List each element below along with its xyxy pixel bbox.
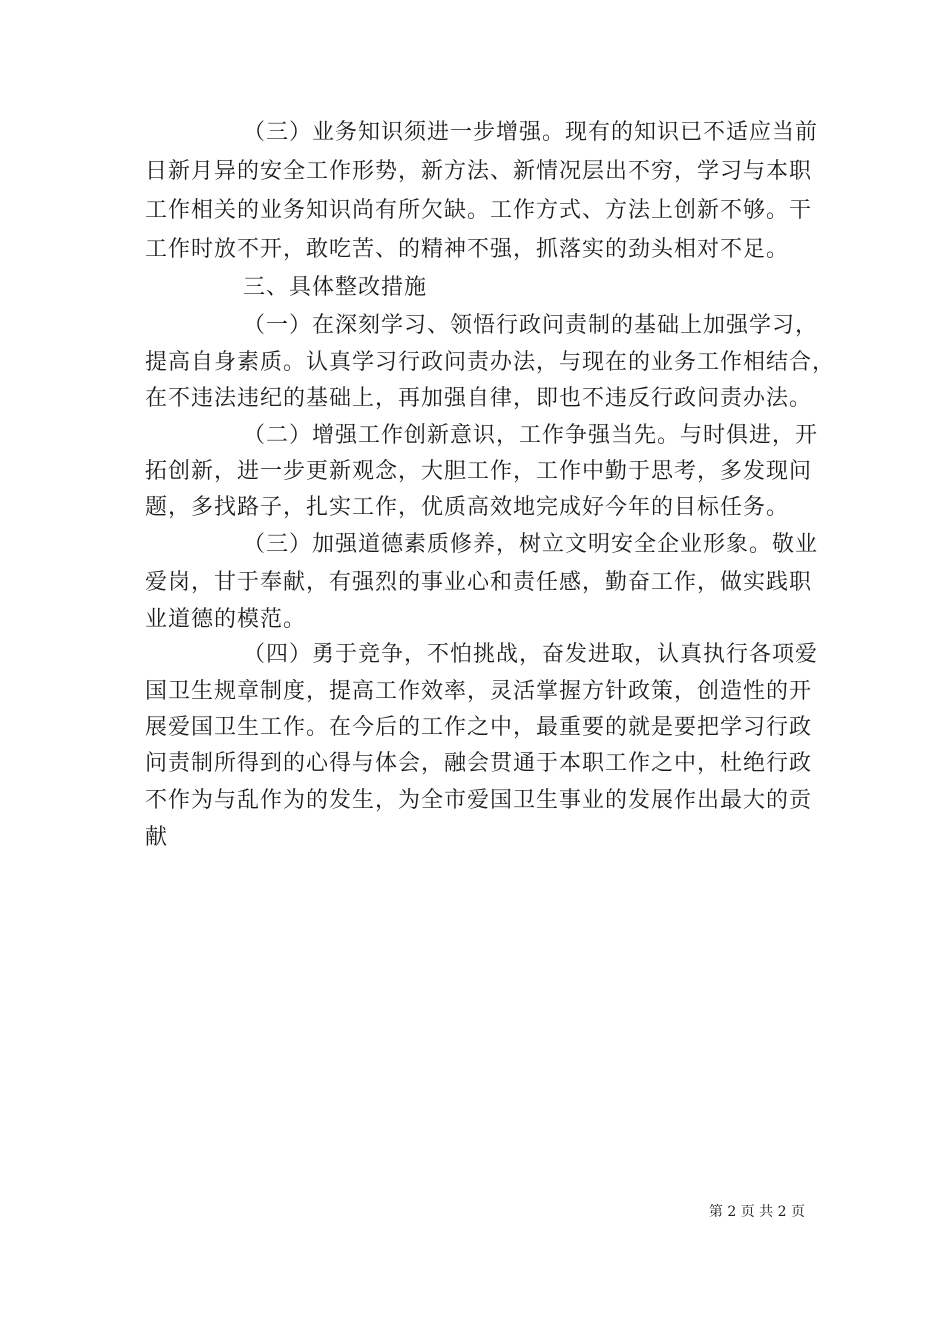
paragraph-3-line-1: （三）业务知识须进一步增强。现有的知识已不适应当前 xyxy=(243,120,819,145)
paragraph-3-line-4: 工作时放不开，敢吃苦、的精神不强，抓落实的劲头相对不足。 xyxy=(145,237,790,262)
section-heading: 三、具体整改措施 xyxy=(243,275,428,300)
measure-2-line-2: 拓创新，进一步更新观念，大胆工作，工作中勤于思考，多发现问 xyxy=(145,459,813,484)
measure-4-line-2: 国卫生规章制度，提高工作效率，灵活掌握方针政策，创造性的开 xyxy=(145,679,813,704)
measure-1-line-3: 在不违法违纪的基础上，再加强自律，即也不违反行政问责办法。 xyxy=(145,386,813,411)
paragraph-3-line-3: 工作相关的业务知识尚有所欠缺。工作方式、方法上创新不够。干 xyxy=(145,198,813,223)
measure-3-line-3: 业道德的模范。 xyxy=(145,607,307,632)
measure-3-line-2: 爱岗，甘于奉献，有强烈的事业心和责任感，勤奋工作，做实践职 xyxy=(145,570,813,595)
paragraph-3-line-2: 日新月异的安全工作形势，新方法、新情况层出不穷，学习与本职 xyxy=(145,159,813,184)
measure-1-line-1: （一）在深刻学习、领悟行政问责制的基础上加强学习， xyxy=(243,313,819,338)
measure-3-line-1: （三）加强道德素质修养，树立文明安全企业形象。敬业 xyxy=(243,532,819,557)
measure-4-line-3: 展爱国卫生工作。在今后的工作之中，最重要的就是要把学习行政 xyxy=(145,715,813,740)
measure-2-line-1: （二）增强工作创新意识，工作争强当先。与时俱进，开 xyxy=(243,423,819,448)
measure-1-line-2: 提高自身素质。认真学习行政问责办法，与现在的业务工作相结合， xyxy=(145,350,836,375)
page-number-footer: 第 2 页 共 2 页 xyxy=(708,1204,805,1220)
measure-4-line-4: 问责制所得到的心得与体会，融会贯通于本职工作之中，杜绝行政 xyxy=(145,751,813,776)
measure-4-line-1: （四）勇于竞争，不怕挑战，奋发进取，认真执行各项爱 xyxy=(243,642,819,667)
measure-4-line-6: 献 xyxy=(145,825,169,850)
measure-4-line-5: 不作为与乱作为的发生，为全市爱国卫生事业的发展作出最大的贡 xyxy=(145,788,813,813)
measure-2-line-3: 题，多找路子，扎实工作，优质高效地完成好今年的目标任务。 xyxy=(145,495,790,520)
